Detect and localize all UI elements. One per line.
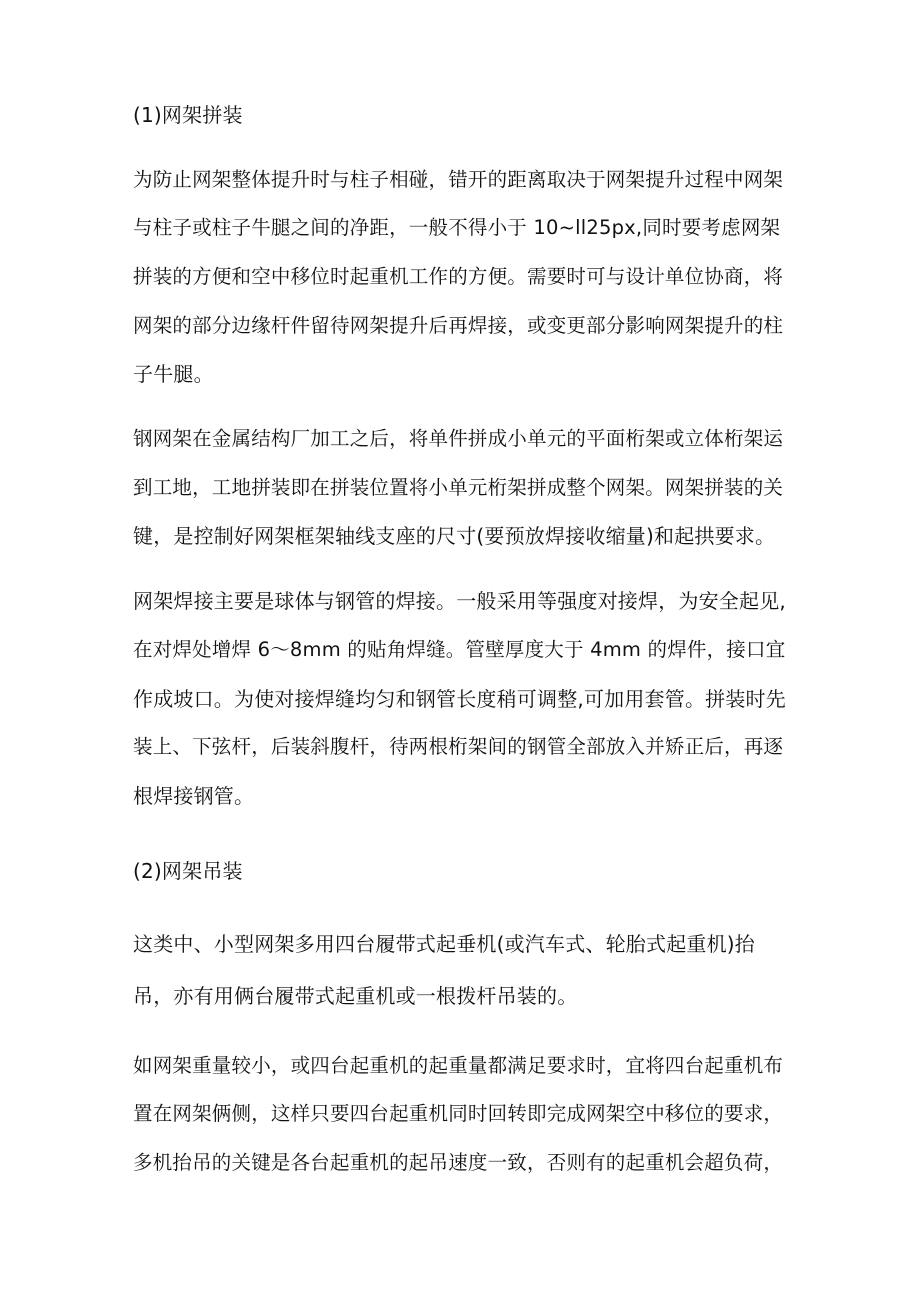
section-heading-hoisting: (2)网架吊装	[133, 859, 243, 883]
paragraph-line: 这类中、小型网架多用四台履带式起垂机(或汽车式、轮胎式起重机)抬	[133, 932, 756, 956]
paragraph-line: 到工地，工地拼装即在拼装位置将小单元桁架拼成整个网架。网架拼装的关	[133, 476, 784, 499]
paragraph-line: 网架的部分边缘杆件留待网架提升后再焊接，或变更部分影响网架提升的柱	[133, 314, 784, 337]
paragraph-line: 吊，亦有用俩台履带式起重机或一根拨杆吊装的。	[133, 984, 578, 1008]
paragraph-line: 作成坡口。为使对接焊缝均匀和钢管长度稍可调整,可加用套管。拼装时先	[133, 687, 786, 711]
paragraph-line: 网架焊接主要是球体与钢管的焊接。一般采用等强度对接焊，为安全起见,	[133, 589, 786, 613]
paragraph-line: 如网架重量较小，或四台起重机的起重量都满足要求时，宜将四台起重机布	[133, 1054, 784, 1077]
paragraph-line: 键，是控制好网架框架轴线支座的尺寸(要预放焊接收缩量)和起拱要求。	[133, 524, 776, 548]
paragraph-line: 为防止网架整体提升时与柱子相碰，错开的距离取决于网架提升过程中网架	[133, 168, 784, 191]
paragraph-line: 置在网架俩侧，这样只要四台起重机同时回转即完成网架空中移位的要求，	[133, 1102, 784, 1125]
paragraph-line: 与柱子或柱子牛腿之间的净距，一般不得小于 10~ll25px,同时要考虑网架	[133, 216, 781, 239]
section-heading-assembly: (1)网架拼装	[133, 103, 243, 127]
paragraph-line: 钢网架在金属结构厂加工之后，将单件拼成小单元的平面桁架或立体桁架运	[133, 427, 784, 450]
paragraph-line: 根焊接钢管。	[133, 784, 255, 808]
paragraph-line: 拼装的方便和空中移位时起重机工作的方便。需要时可与设计单位协商，将	[133, 265, 784, 288]
paragraph-line: 多机抬吊的关键是各台起重机的起吊速度一致，否则有的起重机会超负荷，	[133, 1151, 784, 1174]
paragraph-line: 在对焊处增焊 6～8mm 的贴角焊缝。管壁厚度大于 4mm 的焊件，接口宜	[133, 638, 786, 661]
paragraph-line: 子牛腿。	[133, 362, 214, 386]
paragraph-line: 装上、下弦杆，后装斜腹杆，待两根桁架间的钢管全部放入并矫正后，再逐	[133, 735, 784, 758]
